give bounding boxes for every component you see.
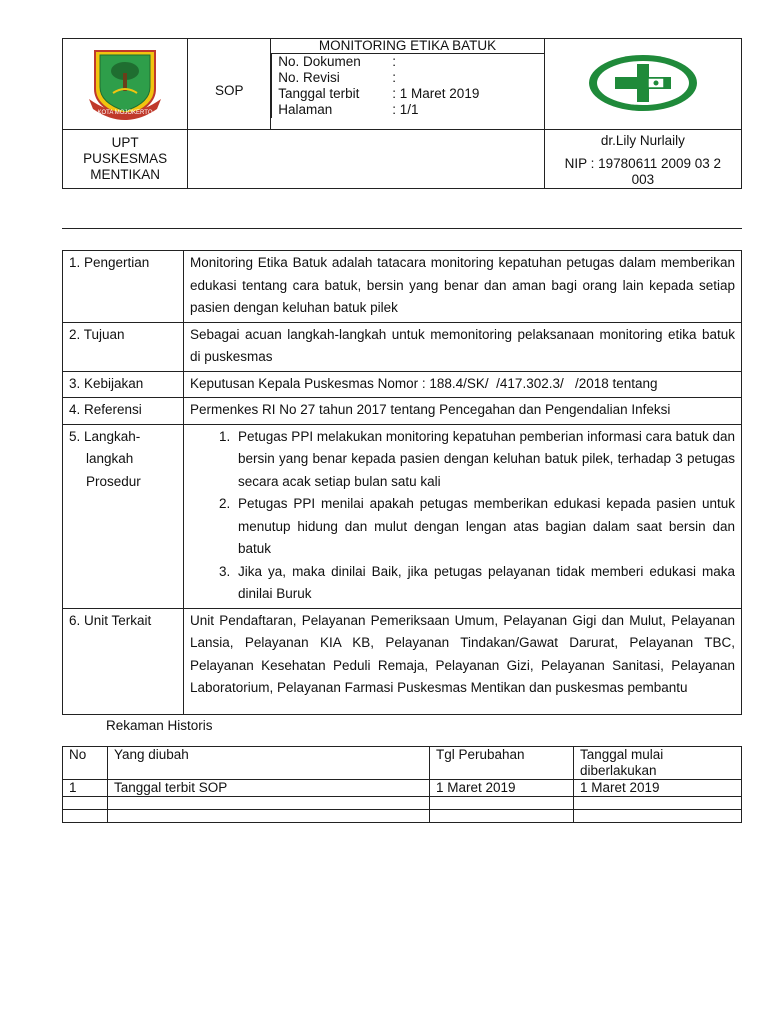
label-line: Prosedur — [86, 473, 141, 489]
meta-value: : 1 Maret 2019 — [392, 86, 480, 101]
history-header-row — [63, 747, 742, 780]
row-label: 6. Unit Terkait — [63, 608, 184, 714]
row-text: Monitoring Etika Batuk adalah tatacara monitoring kepatuhan petugas dalam memberikan edukasi tentang cara batuk, bersin yang benar dan aman bagi orang lain kepada setiap pasien dengan keluhan batuk pilek — [184, 251, 742, 323]
header-cell: Tgl Perubahan — [430, 747, 574, 780]
table-row — [63, 797, 742, 810]
procedure-step: 2. Petugas PPI menilai apakah petugas memberikan edukasi kepada pasien untuk menutup hidung dan mulut dengan lengan atas bagian dalam saat bersin dan batuk — [234, 493, 735, 561]
meta-row-dokumen — [278, 54, 543, 70]
row-label — [63, 424, 184, 608]
signatory-cell — [544, 130, 741, 189]
unit-line: MENTIKAN — [90, 167, 160, 182]
procedure-steps-list — [190, 426, 735, 606]
unit-name-cell — [63, 130, 188, 189]
table-cell — [108, 797, 430, 810]
table-row — [63, 780, 742, 797]
history-title: Rekaman Historis — [106, 718, 213, 733]
doc-meta-cell — [271, 39, 544, 130]
sop-label-cell — [188, 39, 271, 130]
row-label: 4. Referensi — [63, 398, 184, 425]
row-label: 1. Pengertian — [63, 251, 184, 323]
table-cell — [430, 810, 574, 823]
unit-line: UPT — [111, 135, 139, 150]
meta-key: No. Dokumen — [278, 54, 361, 69]
table-cell: 1 — [63, 780, 108, 797]
meta-row-revisi — [278, 70, 543, 86]
row-referensi — [63, 398, 742, 425]
table-cell: 1 Maret 2019 — [430, 780, 574, 797]
signatory-nip: NIP : 19780611 2009 03 2 003 — [564, 156, 722, 187]
meta-key: No. Revisi — [278, 70, 340, 85]
meta-row-tanggal-terbit — [278, 86, 543, 102]
procedure-steps-cell — [184, 424, 742, 608]
blank-cell — [188, 130, 545, 189]
row-text: Keputusan Kepala Puskesmas Nomor : 188.4/SK/ /417.302.3/ /2018 tentang — [184, 371, 742, 398]
label-line: langkah — [86, 451, 134, 466]
sop-header-table — [62, 38, 742, 189]
row-text: Unit Pendaftaran, Pelayanan Pemeriksaan Umum, Pelayanan Gigi dan Mulut, Pelayanan Lansia, Pelayanan KIA KB, Pelayanan Tindakan/Gawat Darurat, Pelayanan TBC, Pelayanan Kesehatan Peduli Remaja, Pelayanan Gizi, Pelayanan Sanitasi, Pelayanan Laboratorium, Pelayanan Farmasi Puskesmas Mentikan dan puskesmas pembantu — [184, 608, 742, 714]
table-cell: Tanggal terbit SOP — [108, 780, 430, 797]
meta-row-halaman — [278, 102, 543, 118]
table-cell — [63, 810, 108, 823]
header-cell: No — [63, 747, 108, 780]
procedure-step: 3. Jika ya, maka dinilai Baik, jika petugas pelayanan tidak memberi edukasi maka dinilai Buruk — [234, 561, 735, 606]
meta-value: : — [392, 54, 397, 69]
procedure-step: 1. Petugas PPI melakukan monitoring kepatuhan pemberian informasi cara batuk dan bersin yang benar kepada pasien dengan keluhan batuk pilek, terhadap 3 petugas secara acak setiap bulan satu kali — [234, 426, 735, 494]
puskesmas-cross-logo — [584, 51, 702, 115]
meta-value: : — [392, 70, 397, 85]
meta-key: Tanggal terbit — [278, 86, 360, 101]
table-cell — [63, 797, 108, 810]
row-text: Permenkes RI No 27 tahun 2017 tentang Pencegahan dan Pengendalian Infeksi — [184, 398, 742, 425]
section-divider — [62, 228, 742, 229]
row-langkah — [63, 424, 742, 608]
signatory-name: dr.Lily Nurlaily — [600, 133, 685, 148]
puskesmas-logo-cell — [544, 39, 741, 130]
sop-label: SOP — [214, 83, 244, 98]
row-unit-terkait — [63, 608, 742, 714]
city-emblem-logo — [85, 45, 165, 121]
row-pengertian — [63, 251, 742, 323]
row-kebijakan — [63, 371, 742, 398]
table-cell — [574, 810, 742, 823]
table-cell — [108, 810, 430, 823]
meta-value: : 1/1 — [392, 102, 419, 117]
history-table — [62, 746, 742, 823]
table-cell — [574, 797, 742, 810]
table-row — [63, 810, 742, 823]
document-title: MONITORING ETIKA BATUK — [271, 39, 543, 54]
row-tujuan — [63, 322, 742, 371]
label-line: 5. Langkah- — [69, 428, 141, 444]
row-label: 3. Kebijakan — [63, 371, 184, 398]
unit-line: PUSKESMAS — [83, 151, 168, 166]
logo-ribbon-text: KOTA MOJOKERTO — [97, 109, 153, 116]
table-cell — [430, 797, 574, 810]
header-cell: Tanggal mulai diberlakukan — [574, 747, 742, 780]
header-cell: Yang diubah — [108, 747, 430, 780]
row-text: Sebagai acuan langkah-langkah untuk memonitoring pelaksanaan monitoring etika batuk di puskesmas — [184, 322, 742, 371]
row-label: 2. Tujuan — [63, 322, 184, 371]
sop-content-table — [62, 250, 742, 715]
city-emblem-cell — [63, 39, 188, 130]
meta-key: Halaman — [278, 102, 333, 117]
table-cell: 1 Maret 2019 — [574, 780, 742, 797]
